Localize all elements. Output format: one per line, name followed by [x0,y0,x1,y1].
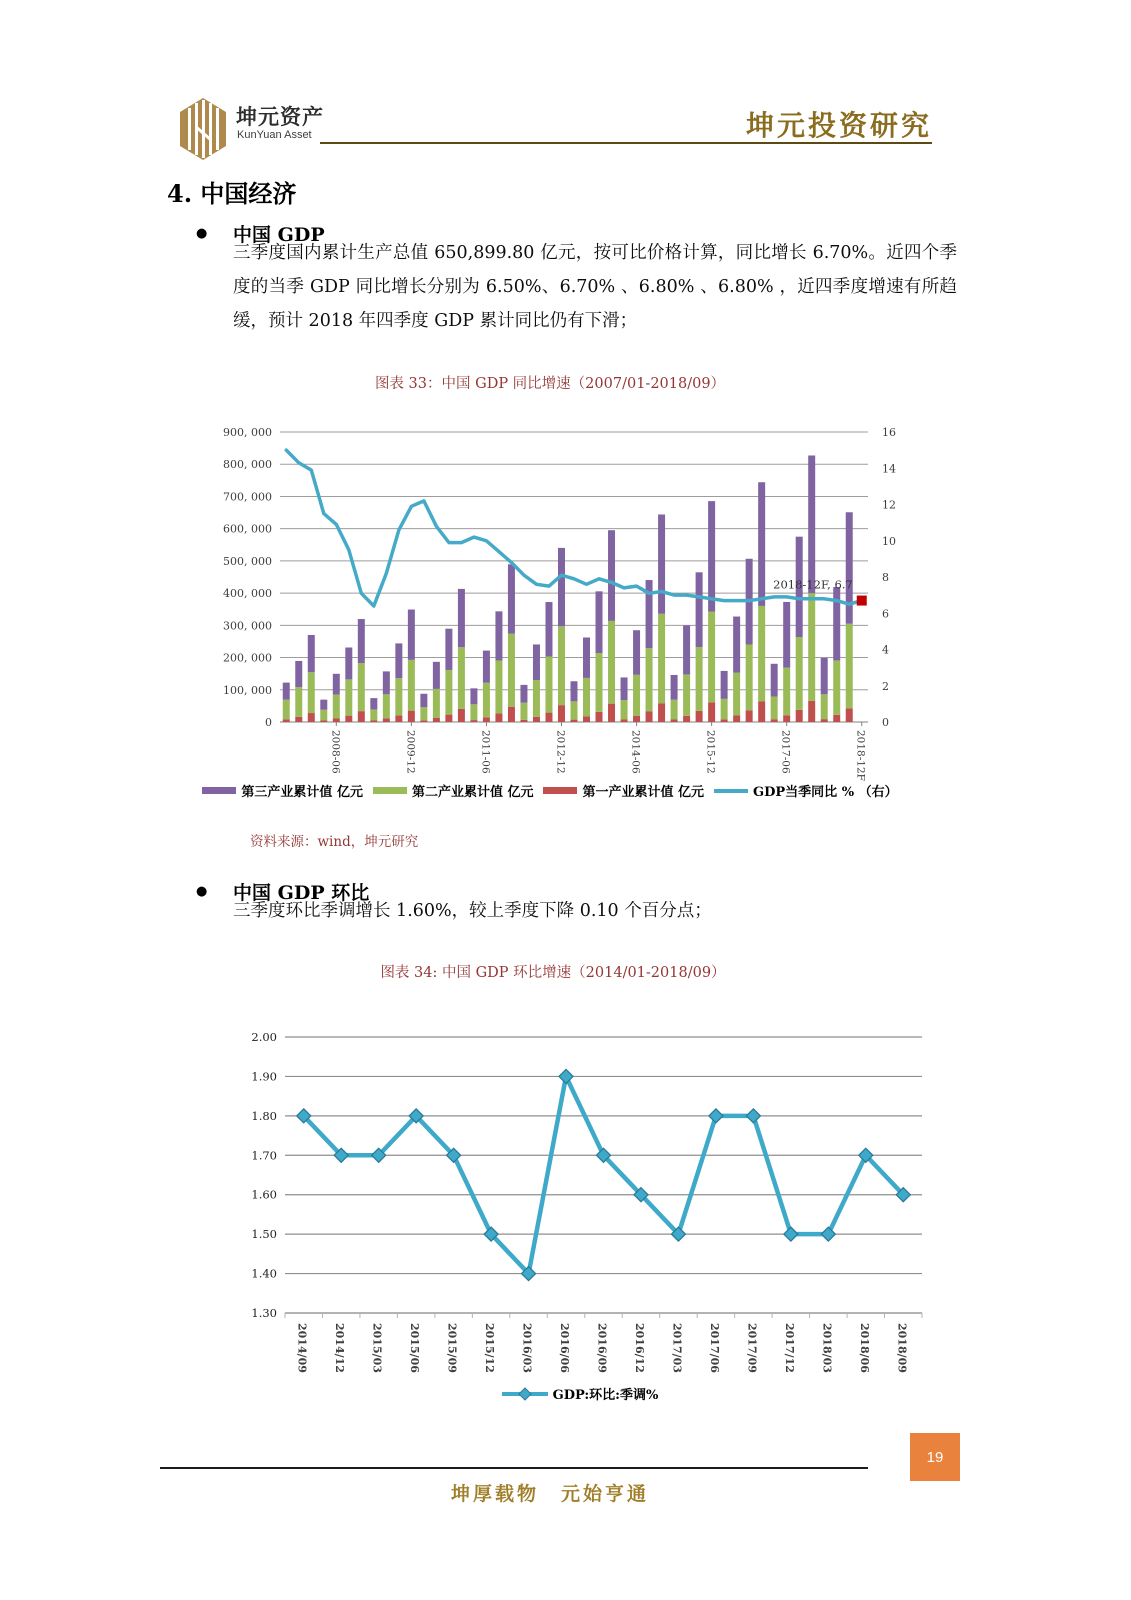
legend-swatch [373,787,407,794]
chart33-title: 图表 33：中国 GDP 同比增速（2007/01-2018/09） [374,376,726,392]
page-number-badge: 19 [910,1433,960,1481]
section-title: 4. 中国经济 [167,179,297,208]
gdp-qoq-chart [230,985,940,1383]
legend-item [202,781,363,800]
svg-text:2018/06: 2018/06 [857,1323,871,1373]
svg-text:1.40: 1.40 [251,1266,277,1281]
svg-text:1.70: 1.70 [251,1148,277,1163]
svg-text:2014/09: 2014/09 [295,1323,309,1373]
svg-text:6: 6 [882,607,889,621]
chart34-title: 图表 34: 中国 GDP 环比增速（2014/01-2018/09） [380,965,726,981]
svg-text:1.80: 1.80 [251,1108,277,1123]
legend-item [373,781,534,800]
legend-label: 第二产业累计值 亿元 [411,785,534,800]
header-rule [320,142,932,144]
svg-text:4: 4 [882,643,889,657]
source-note: 资料来源：wind，坤元研究 [250,834,419,850]
svg-text:2.00: 2.00 [251,1030,277,1044]
legend-label: GDP:环比:季调% [552,1388,659,1403]
svg-text:2016/09: 2016/09 [595,1323,609,1373]
legend-label: GDP当季同比 % （右） [753,785,898,800]
svg-text:14: 14 [882,462,896,476]
svg-text:2009-12: 2009-12 [404,730,417,774]
svg-text:600, 000: 600, 000 [223,522,272,536]
legend-label: 第一产业累计值 亿元 [582,785,705,800]
svg-text:300, 000: 300, 000 [223,619,272,633]
svg-text:2015-12: 2015-12 [704,730,717,774]
kunyuan-logo-icon [180,98,226,164]
svg-text:2016/03: 2016/03 [520,1323,534,1373]
svg-text:2011-06: 2011-06 [479,730,492,774]
svg-text:2017/06: 2017/06 [707,1323,721,1373]
svg-text:2017/03: 2017/03 [670,1323,684,1373]
legend-item [543,781,704,800]
svg-text:2012-12: 2012-12 [554,730,567,774]
svg-text:2018/09: 2018/09 [895,1323,909,1373]
svg-text:1.50: 1.50 [251,1227,277,1242]
svg-text:2018/03: 2018/03 [820,1323,834,1373]
svg-text:900, 000: 900, 000 [223,426,272,439]
svg-text:200, 000: 200, 000 [223,651,272,665]
svg-text:2018-12F, 6.7: 2018-12F, 6.7 [773,577,853,592]
svg-text:2015/06: 2015/06 [408,1323,422,1373]
legend-swatch [543,787,577,794]
svg-text:2016/06: 2016/06 [558,1323,572,1373]
svg-text:2018-12F: 2018-12F [854,730,867,781]
svg-text:2017-06: 2017-06 [779,730,792,774]
svg-text:2017/09: 2017/09 [745,1323,759,1373]
svg-text:400, 000: 400, 000 [223,587,272,601]
svg-text:16: 16 [882,426,896,439]
legend-swatch [202,787,236,794]
svg-text:0: 0 [882,716,889,729]
legend-label: 第三产业累计值 亿元 [241,785,363,800]
svg-text:1.30: 1.30 [251,1306,277,1320]
svg-text:2016/12: 2016/12 [632,1323,646,1373]
bullet-icon: ● [196,884,208,899]
svg-text:2015/12: 2015/12 [483,1323,497,1373]
svg-text:2017/12: 2017/12 [782,1323,796,1373]
svg-text:700, 000: 700, 000 [223,490,272,504]
logo-name-en: KunYuan Asset [237,129,312,141]
legend-swatch [714,789,748,793]
svg-text:8: 8 [882,571,889,584]
svg-text:2008-06: 2008-06 [329,730,342,774]
chart34-legend [230,1384,930,1403]
gdp-yoy-chart [198,412,908,794]
svg-text:2014-06: 2014-06 [629,730,642,774]
bullet-icon: ● [196,226,208,241]
chart33-legend [200,781,900,800]
svg-text:1.60: 1.60 [251,1187,277,1202]
logo-name-cn: 坤元资产 [236,104,324,129]
svg-text:1.90: 1.90 [251,1069,277,1084]
svg-text:2014/12: 2014/12 [333,1323,347,1373]
svg-text:0: 0 [265,716,272,729]
svg-text:2015/09: 2015/09 [445,1323,459,1373]
svg-text:800, 000: 800, 000 [223,458,272,472]
line-diamond-icon [502,1387,548,1401]
svg-text:100, 000: 100, 000 [223,683,272,697]
bullet-title-gdp: 中国 GDP [233,224,325,246]
legend-item [714,781,898,800]
paragraph-gdp-qoq: 三季度环比季调增长 1.60%，较上季度下降 0.10 个百分点； [233,901,712,921]
legend-item [502,1384,659,1403]
footer-motto: 坤厚载物 元始亨通 [450,1483,649,1505]
bullet-title-gdp-qoq: 中国 GDP 环比 [233,882,370,904]
svg-text:2: 2 [882,679,889,693]
footer-rule [160,1467,868,1469]
svg-text:500, 000: 500, 000 [223,554,272,568]
svg-text:2015/03: 2015/03 [370,1323,384,1373]
svg-text:12: 12 [882,498,896,512]
paragraph-gdp: 三季度国内累计生产总值 650,899.80 亿元，按可比价格计算，同比增长 6.70%。近四个季度的当季 GDP 同比增长分别为 6.50%、6.70% 、6.80% 、6.80% ，近四季度增速有所趋缓，预计 2018 年四季度 GDP 累计同比仍有下滑； [233,243,957,332]
svg-text:10: 10 [882,534,896,548]
header-title: 坤元投资研究 [745,109,932,142]
